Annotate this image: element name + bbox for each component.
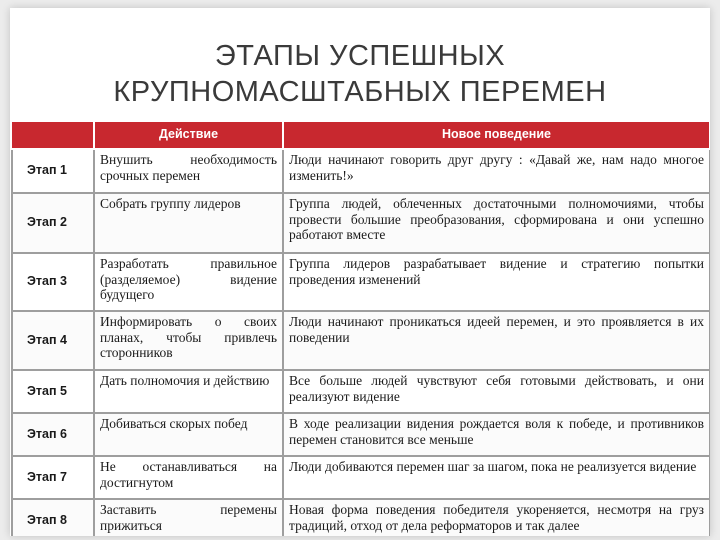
action-cell: Дать полномочия и действию	[94, 370, 283, 413]
behavior-cell: Группа лидеров разрабатывает видение и стратегию попытки проведения изменений	[283, 253, 710, 311]
action-cell: Заставить перемены прижиться	[94, 499, 283, 536]
table-row	[12, 370, 710, 413]
action-cell: Информировать о своих планах, чтобы привлечь сторонников	[94, 311, 283, 370]
behavior-cell: Группа людей, облеченных достаточными полномочиями, чтобы провести большие преобразования, сформирована и они успешно работают вместе	[283, 193, 710, 253]
slide-title-line-1: ЭТАПЫ УСПЕШНЫХ	[214, 40, 506, 72]
action-cell: Внушить необходимость срочных перемен	[94, 149, 283, 193]
stage-cell: Этап 2	[12, 193, 94, 253]
stage-cell: Этап 8	[12, 499, 94, 536]
slide-title	[10, 38, 710, 110]
header-action: Действие	[94, 121, 283, 149]
behavior-cell: Все больше людей чувствуют себя готовыми действовать, и они реализуют видение	[283, 370, 710, 413]
stage-cell: Этап 5	[12, 370, 94, 413]
slide-title-line-2: КРУПНОМАСШТАБНЫХ ПЕРЕМЕН	[113, 76, 607, 108]
table-row	[12, 253, 710, 311]
header-stage	[12, 121, 94, 149]
stage-cell: Этап 6	[12, 413, 94, 456]
table-row	[12, 149, 710, 193]
table-header-row	[12, 121, 710, 149]
behavior-cell: Новая форма поведения победителя укореняется, несмотря на груз традиций, отход от дела реформаторов и так далее	[283, 499, 710, 536]
stage-cell: Этап 7	[12, 456, 94, 499]
slide	[10, 8, 710, 536]
behavior-cell: В ходе реализации видения рождается воля к победе, и противников перемен становится все меньше	[283, 413, 710, 456]
table-row	[12, 499, 710, 536]
stage-cell: Этап 4	[12, 311, 94, 370]
header-behavior: Новое поведение	[283, 121, 710, 149]
stages-table	[11, 120, 710, 536]
action-cell: Добиваться скорых побед	[94, 413, 283, 456]
action-cell: Не останавливаться на достигнутом	[94, 456, 283, 499]
table-row	[12, 413, 710, 456]
table-row	[12, 311, 710, 370]
behavior-cell: Люди начинают говорить друг другу : «Давай же, нам надо многое изменить!»	[283, 149, 710, 193]
table-row	[12, 193, 710, 253]
behavior-cell: Люди начинают проникаться идеей перемен, и это проявляется в их поведении	[283, 311, 710, 370]
table-row	[12, 456, 710, 499]
behavior-cell: Люди добиваются перемен шаг за шагом, пока не реализуется видение	[283, 456, 710, 499]
action-cell: Разработать правильное (разделяемое) видение будущего	[94, 253, 283, 311]
stage-cell: Этап 3	[12, 253, 94, 311]
action-cell: Собрать группу лидеров	[94, 193, 283, 253]
stage-cell: Этап 1	[12, 149, 94, 193]
